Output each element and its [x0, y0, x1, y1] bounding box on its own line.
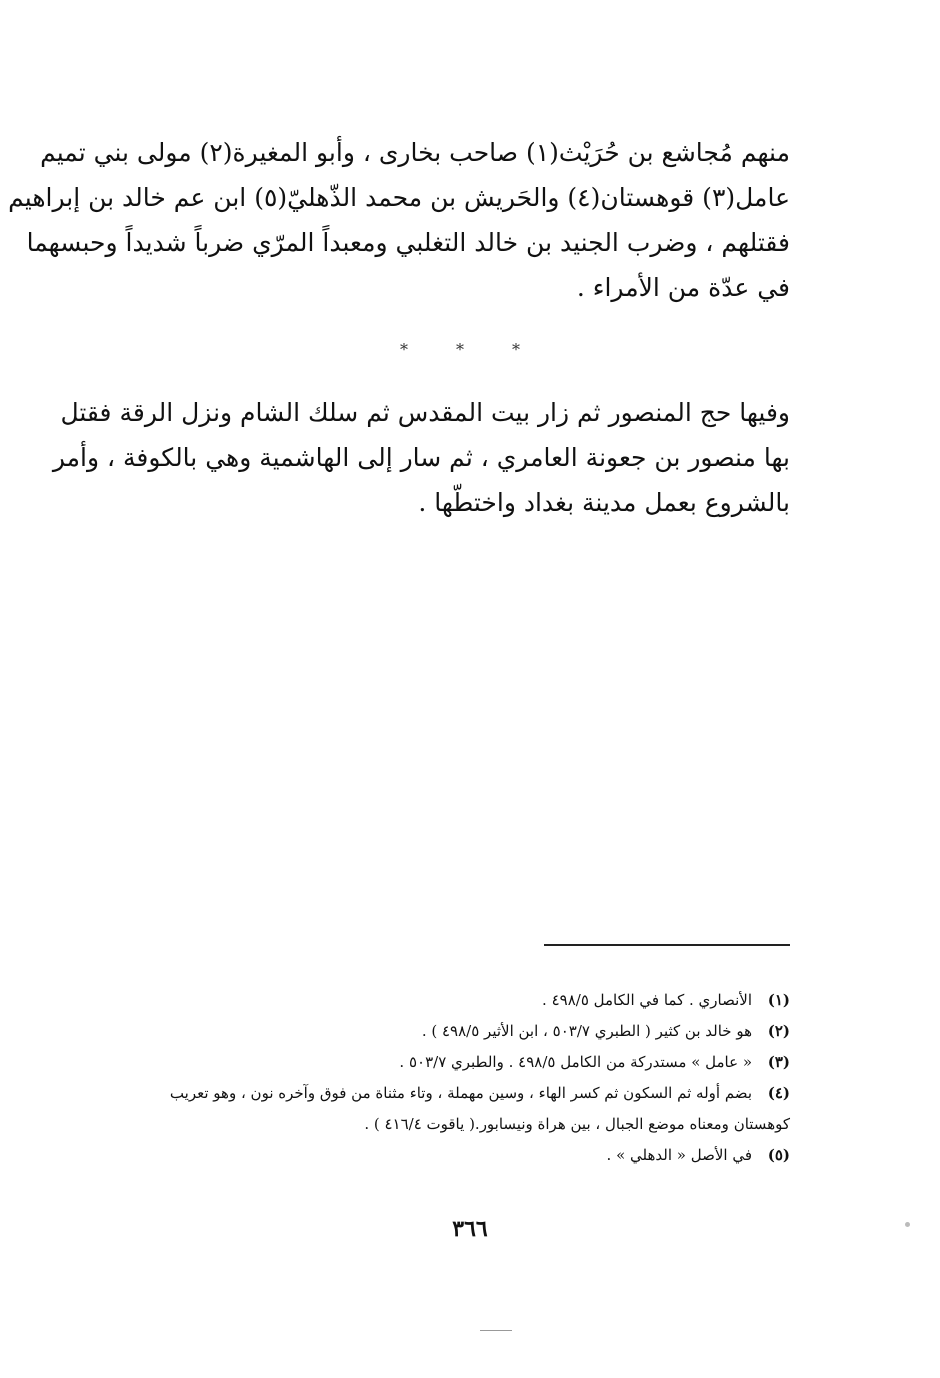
footnote [120, 985, 790, 1016]
footnote-text: الأنصاري . كما في الكامل ٤٩٨/٥ . [542, 991, 752, 1009]
paragraph-line: فقتلهم ، وضرب الجنيد بن خالد التغلبي ومعبداً المرّي ضرباً شديداً وحبسهما [26, 228, 790, 257]
paragraph-line: منهم مُجاشع بن حُرَيْث(١) صاحب بخارى ، وأبو المغيرة(٢) مولى بني تميم [40, 138, 790, 167]
section-separator [400, 340, 520, 359]
paragraph-line: في عدّة من الأمراء . [576, 273, 790, 302]
footnote-number: (٥) [767, 1146, 790, 1164]
paragraph-1 [8, 130, 790, 310]
paragraph-line: بالشروع بعمل مدينة بغداد واختطّها . [418, 488, 790, 517]
footnote [120, 1078, 790, 1109]
paragraph-line: عامل(٣) قوهستان(٤) والحَريش بن محمد الذّهليّ(٥) ابن عم خالد بن إبراهيم [8, 183, 790, 212]
footnote [120, 1140, 790, 1171]
scan-artifact-line [480, 1330, 512, 1331]
footnote-text: « عامل » مستدركة من الكامل ٤٩٨/٥ . والطبري ٥٠٣/٧ . [399, 1053, 752, 1071]
footnote-number: (٣) [767, 1053, 790, 1071]
footnote-number: (٤) [767, 1084, 790, 1102]
footnotes [120, 985, 790, 1171]
paragraph-2 [52, 390, 790, 525]
paragraph-line: بها منصور بن جعونة العامري ، ثم سار إلى الهاشمية وهي بالكوفة ، وأمر [52, 443, 790, 472]
footnote [120, 1047, 790, 1078]
footnote-number: (٢) [767, 1022, 790, 1040]
footnote-divider [544, 944, 790, 946]
separator-star: * [512, 340, 520, 359]
footnote-text: بضم أوله ثم السكون ثم كسر الهاء ، وسين مهملة ، وتاء مثناة من فوق وآخره نون ، وهو تعريب [169, 1084, 752, 1102]
footnote-text: في الأصل « الدهلي » . [606, 1146, 752, 1164]
footnote [120, 1016, 790, 1047]
separator-star: * [400, 340, 408, 359]
footnote-continuation: كوهستان ومعناه موضع الجبال ، بين هراة ونيسابور.( ياقوت ٤١٦/٤ ) . [364, 1115, 790, 1133]
paragraph-line: وفيها حج المنصور ثم زار بيت المقدس ثم سلك الشام ونزل الرقة فقتل [60, 398, 790, 427]
scan-speck [905, 1222, 910, 1227]
footnote-text: هو خالد بن كثير ( الطبري ٥٠٣/٧ ، ابن الأثير ٤٩٨/٥ ) . [421, 1022, 752, 1040]
separator-star: * [456, 340, 464, 359]
footnote-number: (١) [767, 991, 790, 1009]
page-number: ٣٦٦ [452, 1216, 488, 1242]
